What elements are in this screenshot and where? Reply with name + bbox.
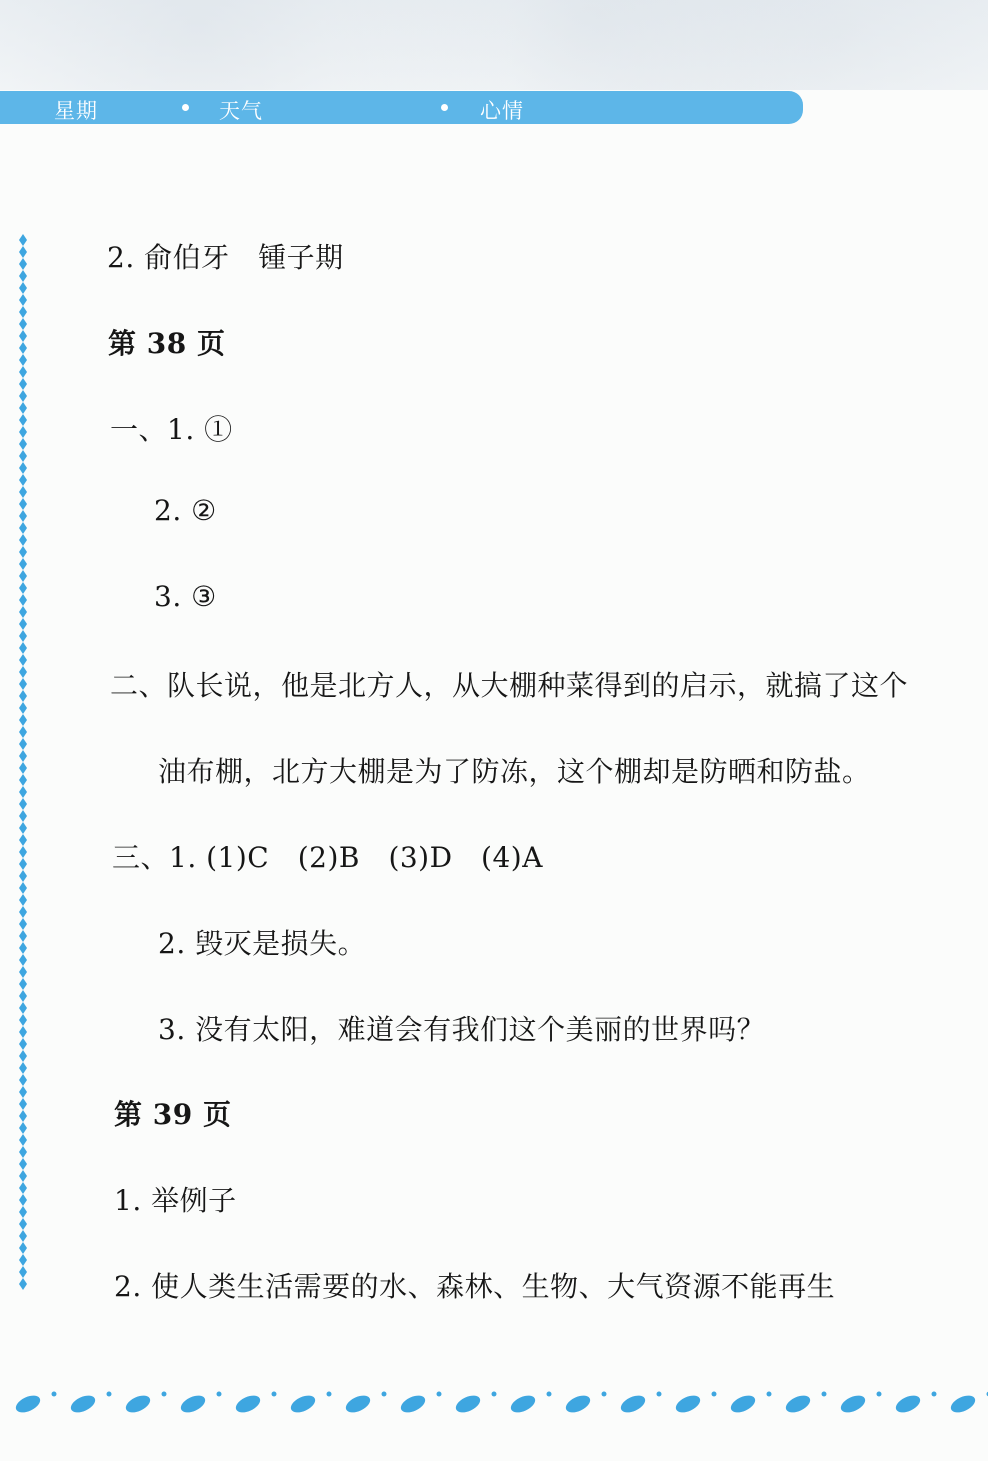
drop-ornament <box>893 1392 922 1416</box>
diamond-ornament <box>19 246 27 258</box>
diamond-ornament <box>19 474 27 486</box>
dot-ornament <box>547 1392 552 1397</box>
drop-ornament <box>508 1392 537 1416</box>
diamond-ornament <box>19 1134 27 1146</box>
diamond-ornament <box>19 738 27 750</box>
diamond-ornament <box>19 882 27 894</box>
diamond-ornament <box>19 714 27 726</box>
drop-ornament <box>398 1392 427 1416</box>
dot-ornament <box>217 1392 222 1397</box>
diamond-ornament <box>19 582 27 594</box>
diamond-ornament <box>19 1230 27 1242</box>
dot-ornament <box>767 1392 772 1397</box>
diamond-ornament <box>19 462 27 474</box>
drop-ornament <box>288 1392 317 1416</box>
dot-ornament <box>107 1392 112 1397</box>
diamond-ornament <box>19 642 27 654</box>
answer-line: 2. 使人类生活需要的水、森林、生物、大气资源不能再生 <box>114 1270 836 1303</box>
diamond-ornament <box>19 606 27 618</box>
dot-ornament <box>822 1392 827 1397</box>
diamond-ornament <box>19 618 27 630</box>
dot-ornament <box>877 1392 882 1397</box>
dot-ornament <box>657 1392 662 1397</box>
diamond-ornament <box>19 894 27 906</box>
answer-line: 二、队长说，他是北方人，从大棚种菜得到的启示，就搞了这个 <box>110 669 909 702</box>
dot-ornament <box>932 1392 937 1397</box>
diamond-ornament <box>19 942 27 954</box>
drop-ornament <box>948 1392 977 1416</box>
diamond-ornament <box>19 486 27 498</box>
page-39-heading: 第 39 页 <box>114 1098 232 1131</box>
diamond-ornament <box>19 1062 27 1074</box>
diamond-ornament <box>19 1278 27 1290</box>
bottom-border-ornament <box>0 1380 988 1430</box>
drop-ornament <box>13 1392 42 1416</box>
diamond-ornament <box>19 354 27 366</box>
answer-line: 1. 举例子 <box>114 1184 237 1217</box>
answer-line: 三、1. (1)C (2)B (3)D (4)A <box>112 841 543 874</box>
diamond-ornament <box>19 978 27 990</box>
diamond-ornament <box>19 1014 27 1026</box>
diamond-ornament <box>19 1122 27 1134</box>
dot-ornament <box>162 1392 167 1397</box>
diamond-ornament <box>19 966 27 978</box>
dot-ornament <box>602 1392 607 1397</box>
diamond-ornament <box>19 666 27 678</box>
dot-ornament <box>272 1392 277 1397</box>
drop-ornament <box>838 1392 867 1416</box>
diamond-ornament <box>19 1002 27 1014</box>
drop-ornament <box>783 1392 812 1416</box>
diamond-ornament <box>19 798 27 810</box>
diamond-ornament <box>19 306 27 318</box>
diamond-ornament <box>19 270 27 282</box>
diamond-ornament <box>19 954 27 966</box>
diamond-ornament <box>19 654 27 666</box>
diamond-ornament <box>19 366 27 378</box>
diamond-ornament <box>19 822 27 834</box>
diamond-ornament <box>19 906 27 918</box>
diamond-ornament <box>19 1038 27 1050</box>
diamond-ornament <box>19 918 27 930</box>
drop-ornament <box>68 1392 97 1416</box>
drop-ornament <box>728 1392 757 1416</box>
mood-label: 心情 <box>480 99 524 123</box>
answer-line: 2. 俞伯牙 锺子期 <box>107 241 344 274</box>
diamond-ornament <box>19 426 27 438</box>
diamond-ornament <box>19 810 27 822</box>
header-dot <box>441 104 448 111</box>
drop-ornament <box>453 1392 482 1416</box>
left-border-ornament <box>12 230 34 1290</box>
diamond-ornament <box>19 1110 27 1122</box>
diamond-ornament <box>19 438 27 450</box>
diamond-ornament <box>19 558 27 570</box>
diamond-ornament <box>19 234 27 246</box>
diamond-ornament <box>19 834 27 846</box>
diamond-ornament <box>19 774 27 786</box>
drop-ornament <box>618 1392 647 1416</box>
diamond-ornament <box>19 1146 27 1158</box>
answer-line: 一、1. ① <box>110 413 233 446</box>
diamond-ornament <box>19 330 27 342</box>
diamond-ornament <box>19 414 27 426</box>
diamond-ornament <box>19 930 27 942</box>
dot-ornament <box>382 1392 387 1397</box>
drop-ornament <box>563 1392 592 1416</box>
diamond-ornament <box>19 546 27 558</box>
diamond-ornament <box>19 1098 27 1110</box>
diamond-ornament <box>19 870 27 882</box>
diamond-ornament <box>19 318 27 330</box>
diamond-ornament <box>19 570 27 582</box>
diamond-ornament <box>19 1026 27 1038</box>
diamond-ornament <box>19 750 27 762</box>
diamond-ornament <box>19 1242 27 1254</box>
diamond-ornament <box>19 402 27 414</box>
diamond-ornament <box>19 1086 27 1098</box>
diamond-ornament <box>19 726 27 738</box>
diamond-ornament <box>19 702 27 714</box>
top-texture <box>0 0 988 90</box>
diamond-ornament <box>19 282 27 294</box>
diamond-ornament <box>19 762 27 774</box>
answer-line: 3. 没有太阳，难道会有我们这个美丽的世界吗？ <box>158 1013 766 1046</box>
drop-ornament <box>673 1392 702 1416</box>
diamond-ornament <box>19 786 27 798</box>
diamond-ornament <box>19 498 27 510</box>
diamond-ornament <box>19 846 27 858</box>
diamond-ornament <box>19 990 27 1002</box>
diamond-ornament <box>19 378 27 390</box>
diamond-ornament <box>19 1254 27 1266</box>
answer-line: 2. 毁灭是损失。 <box>158 927 367 960</box>
diamond-ornament <box>19 1194 27 1206</box>
diamond-ornament <box>19 678 27 690</box>
diamond-ornament <box>19 1206 27 1218</box>
diamond-ornament <box>19 1074 27 1086</box>
diamond-ornament <box>19 1050 27 1062</box>
diamond-ornament <box>19 450 27 462</box>
diamond-ornament <box>19 258 27 270</box>
diamond-ornament <box>19 390 27 402</box>
drop-ornament <box>123 1392 152 1416</box>
week-label: 星期 <box>54 99 98 123</box>
diamond-ornament <box>19 534 27 546</box>
answer-line: 油布棚，北方大棚是为了防冻，这个棚却是防晒和防盐。 <box>158 755 871 788</box>
diamond-ornament <box>19 1170 27 1182</box>
diamond-ornament <box>19 690 27 702</box>
answer-line: 2. ② <box>154 494 217 527</box>
diamond-ornament <box>19 1266 27 1278</box>
page-38-heading: 第 38 页 <box>108 327 226 360</box>
drop-ornament <box>178 1392 207 1416</box>
diamond-ornament <box>19 1218 27 1230</box>
diamond-ornament <box>19 594 27 606</box>
dot-ornament <box>327 1392 332 1397</box>
diamond-ornament <box>19 1158 27 1170</box>
diamond-ornament <box>19 1182 27 1194</box>
drop-ornament <box>343 1392 372 1416</box>
diamond-ornament <box>19 294 27 306</box>
dot-ornament <box>492 1392 497 1397</box>
diamond-ornament <box>19 510 27 522</box>
diamond-ornament <box>19 858 27 870</box>
header-dot <box>182 104 189 111</box>
diamond-ornament <box>19 342 27 354</box>
weather-label: 天气 <box>219 99 263 123</box>
dot-ornament <box>437 1392 442 1397</box>
diamond-ornament <box>19 522 27 534</box>
header-bar <box>0 91 803 124</box>
answer-line: 3. ③ <box>154 580 217 613</box>
drop-ornament <box>233 1392 262 1416</box>
diamond-ornament <box>19 630 27 642</box>
dot-ornament <box>712 1392 717 1397</box>
dot-ornament <box>52 1392 57 1397</box>
